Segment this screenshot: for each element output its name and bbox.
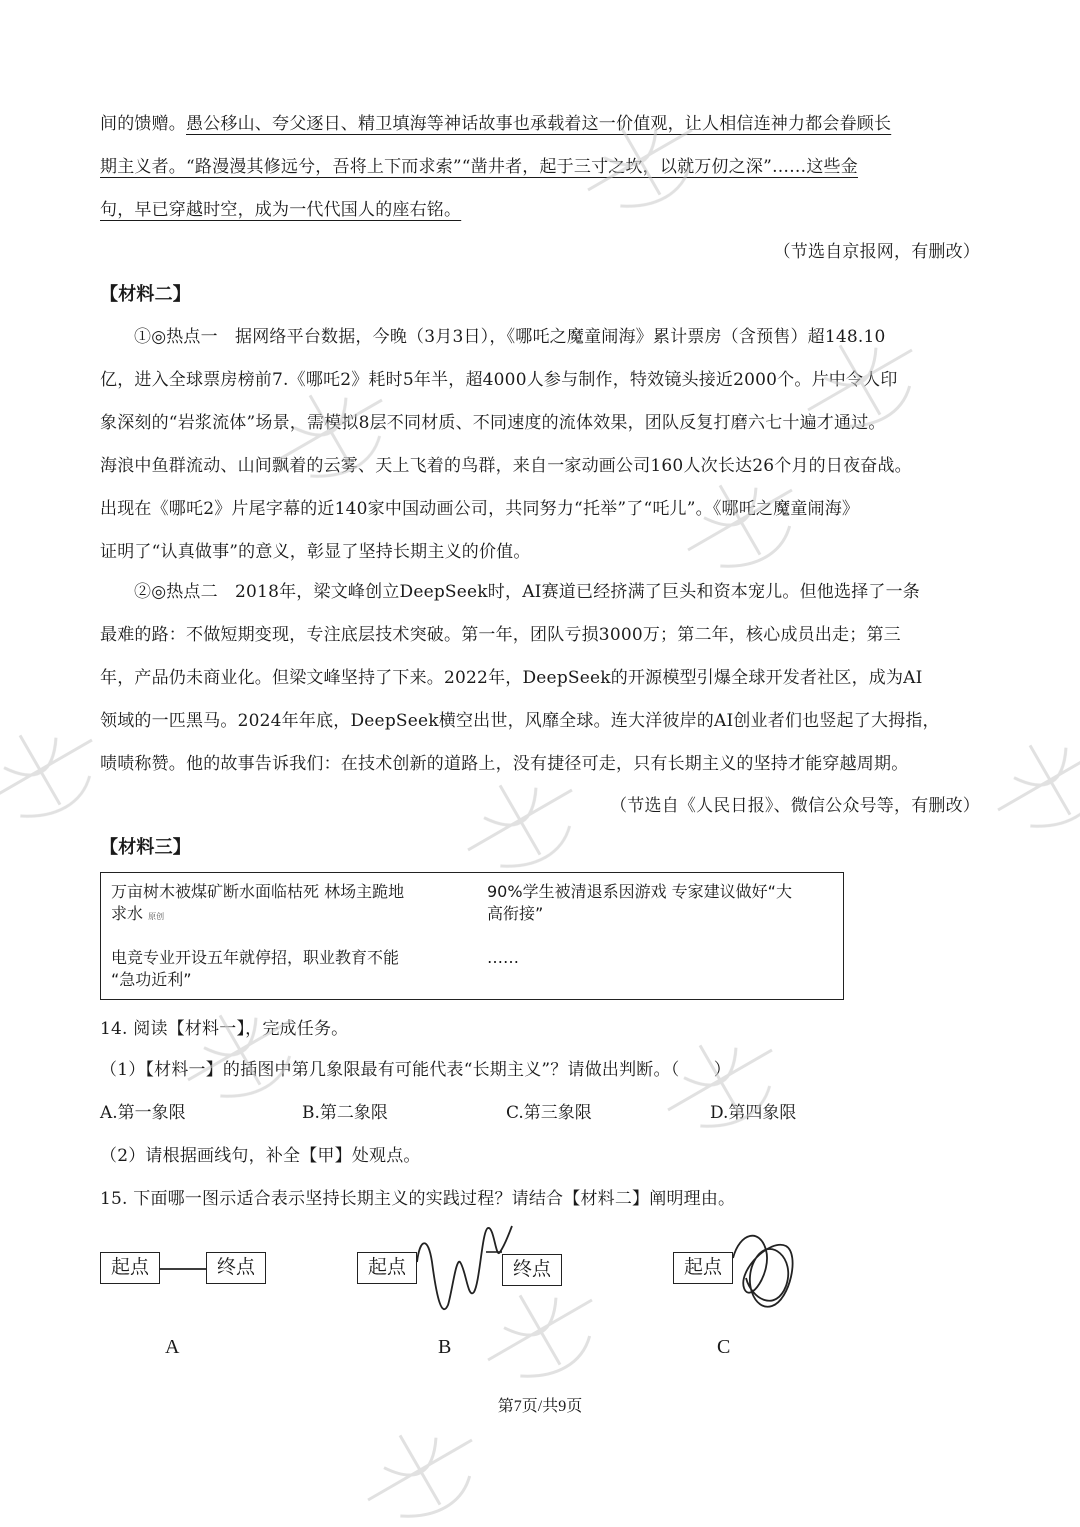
q14-sub2: （2）请根据画线句，补全【甲】处观点。 [100,1146,421,1166]
diagram-a-caption: A [165,1336,180,1358]
diagram-b-start-box: 起点 [357,1252,417,1284]
original-tag: 原创 [148,912,165,921]
q14-stem: 14. 阅读【材料一】，完成任务。 [100,1019,349,1039]
diagram-a-start-box: 起点 [100,1252,160,1284]
diagram-b-wavy-path [417,1226,512,1309]
hot1-line: 亿，进入全球票房榜前7.《哪吒2》耗时5年半，超4000人参与制作，特效镜头接近2000个。片中令人印 [100,370,898,390]
page-footer: 第7页/共9页 [497,1398,583,1415]
hot1-line: 出现在《哪吒2》片尾字幕的近140家中国动画公司，共同努力“托举”了“吒儿”。《哪吒之魔童闹海》 [100,499,860,519]
hot2-line: ②◎热点二 2018年，梁文峰创立DeepSeek时，AI赛道已经挤满了巨头和资本宠儿。但他选择了一条 [134,582,920,602]
material2-source: （节选自《人民日报》、微信公众号等，有删改） [610,796,980,816]
headline-cell-3: 电竞专业开设五年就停招，职业教育不能 “急功近利” [111,948,400,989]
diagram-b-end-box: 终点 [502,1254,562,1286]
headline-cell-2: 90%学生被清退系因游戏 专家建议做好“大 高衔接” [487,882,792,923]
diagram-c-tangled-path [733,1236,793,1307]
diagram-a-end-box: 终点 [206,1252,266,1284]
hot1-line: 象深刻的“岩浆流体”场景，需模拟8层不同材质、不同速度的流体效果，团队反复打磨六七十遍才通过。 [100,413,886,433]
hot2-line: 年，产品仍未商业化。但梁文峰坚持了下来。2022年，DeepSeek的开源模型引爆全球开发者社区，成为AI [100,668,923,688]
material1-source: （节选自京报网，有删改） [773,242,980,262]
hot2-line: 啧啧称赞。他的故事告诉我们：在技术创新的道路上，没有捷径可走，只有长期主义的坚持才能穿越周期。 [100,754,909,774]
material3-heading: 【材料三】 [100,837,191,858]
hot2-line: 领域的一匹黑马。2024年年底，DeepSeek横空出世，风靡全球。连大洋彼岸的AI创业者们也竖起了大拇指， [100,711,940,731]
hot2-line: 最难的路：不做短期变现，专注底层技术突破。第一年，团队亏损3000万；第二年，核心成员出走；第三 [100,625,901,645]
material1-line-1-plain: 间的馈赠。 [100,114,186,134]
material1-line-2: 期主义者。“路漫漫其修远兮，吾将上下而求索”“凿井者，起于三寸之坎，以就万仞之深”……这些金 [100,157,858,177]
q15-stem: 15. 下面哪一图示适合表示坚持长期主义的实践过程？请结合【材料二】阐明理由。 [100,1189,736,1209]
material2-heading: 【材料二】 [100,284,191,305]
q14-option-d[interactable]: D.第四象限 [710,1103,797,1123]
diagram-c-start-box: 起点 [673,1252,733,1284]
hot1-line: 海浪中鱼群流动、山间飘着的云雾、天上飞着的鸟群，来自一家动画公司160人次长达26个月的日夜奋战。 [100,456,912,476]
q14-option-a[interactable]: A.第一象限 [100,1103,186,1123]
hot1-line: 证明了“认真做事”的意义，彰显了坚持长期主义的价值。 [100,542,531,562]
q14-option-c[interactable]: C.第三象限 [506,1103,592,1123]
material1-underlined-sentence-3: 句，早已穿越时空，成为一代代国人的座右铭。 [100,200,462,220]
diagram-c-caption: C [717,1336,731,1358]
q14-option-b[interactable]: B.第二象限 [302,1103,388,1123]
q14-sub1: （1）【材料一】的插图中第几象限最有可能代表“长期主义”？请做出判断。（ ） [100,1060,731,1080]
headline-cell-4: …… [487,948,519,967]
diagram-b-caption: B [438,1336,452,1358]
hot1-line: ①◎热点一 据网络平台数据，今晚（3月3日），《哪吒之魔童闹海》累计票房（含预售）超148.10 [134,327,886,347]
material1-underlined-sentence-1: 愚公移山、夸父逐日、精卫填海等神话故事也承载着这一价值观，让人相信连神力都会眷顾长 [186,114,892,134]
headline-cell-1: 万亩树木被煤矿断水面临枯死 林场主跪地 求水 原创 [111,882,405,923]
